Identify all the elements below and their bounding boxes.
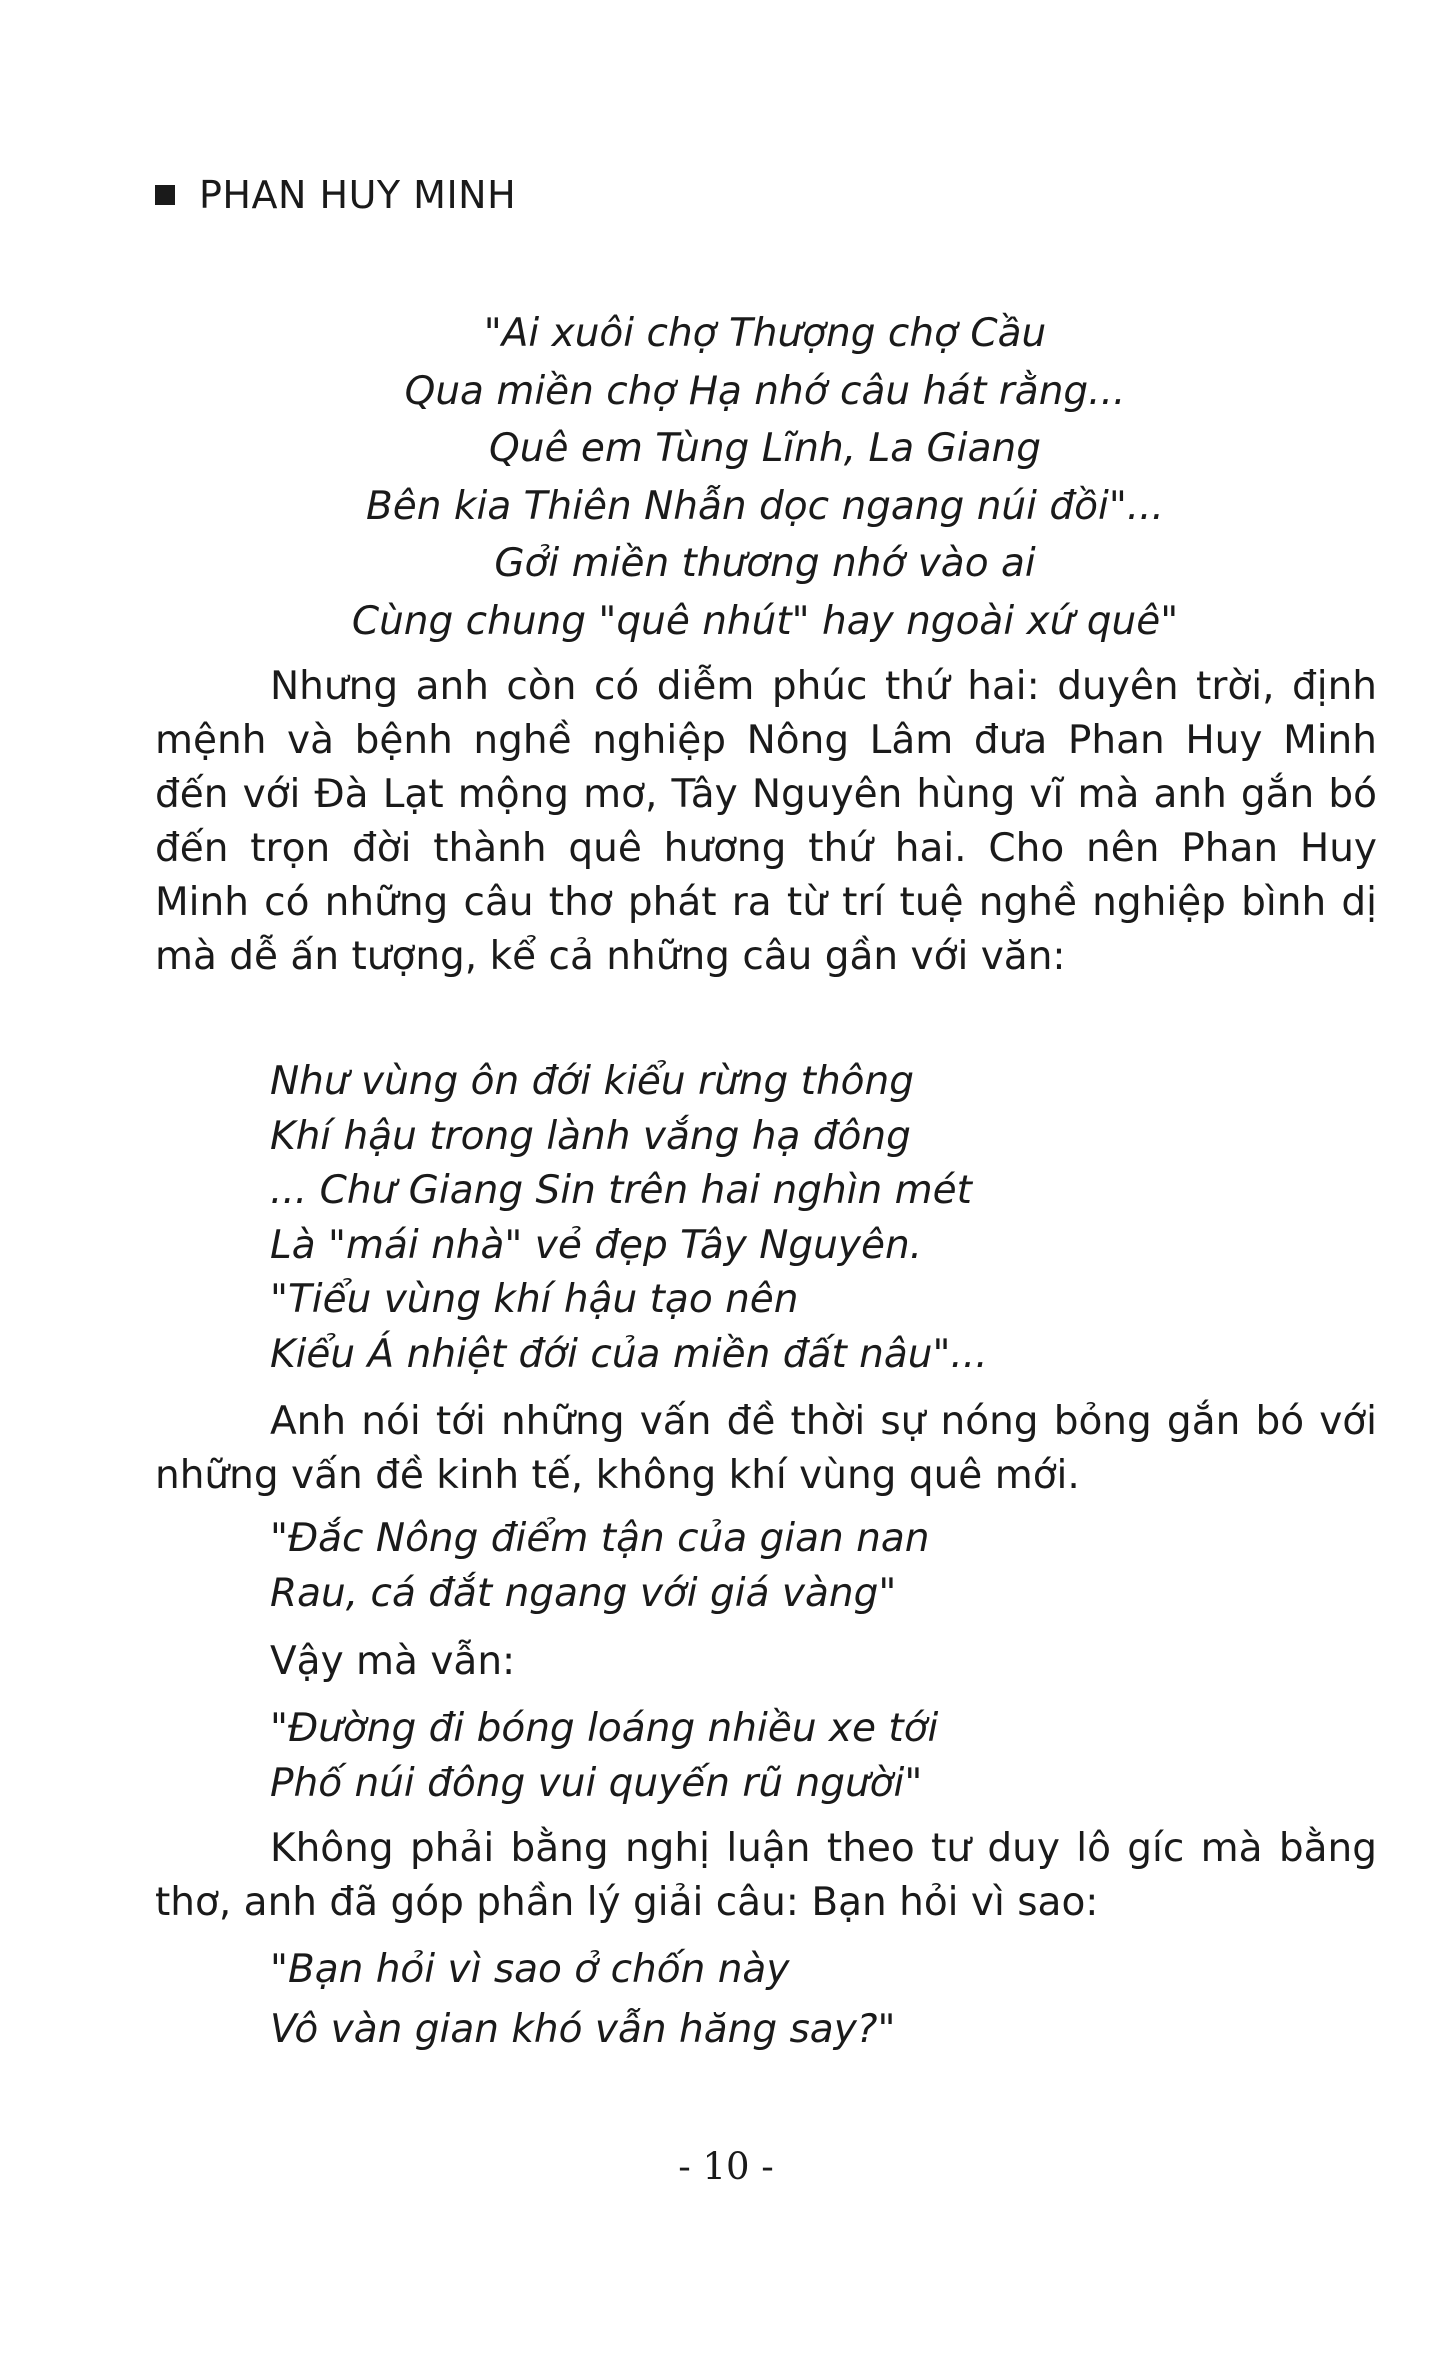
poem-line: Như vùng ôn đới kiểu rừng thông [270,1059,914,1104]
paragraph-2: Anh nói tới những vấn đề thời sự nóng bỏng gắn bó với những vấn đề kinh tế, không khí vùng quê mới. [155,1399,1377,1498]
poem-line: "Đắc Nông điểm tận của gian nan [270,1516,930,1561]
poem-stanza-1 [155,305,1375,650]
poem-line: Kiểu Á nhiệt đới của miền đất nâu"... [270,1331,988,1377]
poem-line: "Tiểu vùng khí hậu tạo nên [270,1277,799,1322]
page-header [155,170,516,220]
poem-line: Qua miền chợ Hạ nhớ câu hát rằng... [404,368,1126,414]
poem-line: ... Chư Giang Sin trên hai nghìn mét [270,1168,972,1213]
square-bullet-icon [155,185,175,205]
poem-stanza-4 [270,1702,938,1811]
poem-line: Bên kia Thiên Nhẫn dọc ngang núi đồi"... [366,483,1164,529]
poem-stanza-3 [270,1512,929,1621]
poem-stanza-5 [270,1940,895,2060]
poem-stanza-2 [270,1055,988,1382]
paragraph-1: Nhưng anh còn có diễm phúc thứ hai: duyên trời, định mệnh và bệnh nghề nghiệp Nông Lâm đưa Phan Huy Minh đến với Đà Lạt mộng mơ, Tây Nguyên hùng vĩ mà anh gắn bó đến trọn đời thành quê hương thứ hai. Cho nên Phan Huy Minh có những câu thơ phát ra từ trí tuệ nghề nghiệp bình dị mà dễ ấn tượng, kể cả những câu gần với văn: [155,664,1377,979]
poem-line: Rau, cá đắt ngang với giá vàng" [270,1570,897,1616]
poem-line: "Bạn hỏi vì sao ở chốn này [270,1947,790,1992]
poem-line: "Đường đi bóng loáng nhiều xe tới [270,1706,939,1751]
poem-line: Phố núi đông vui quyến rũ người" [270,1760,923,1806]
poem-line: Khí hậu trong lành vắng hạ đông [270,1113,911,1159]
poem-line: Gởi miền thương nhớ vào ai [494,541,1036,586]
page-number: - 10 - [678,2145,774,2188]
poem-line: Là "mái nhà" vẻ đẹp Tây Nguyên. [270,1222,923,1268]
header-title: PHAN HUY MINH [199,173,517,217]
paragraph-3: Vậy mà vẫn: [270,1639,516,1684]
poem-line: Quê em Tùng Lĩnh, La Giang [489,426,1041,471]
paragraph-4: Không phải bằng nghị luận theo tư duy lô gíc mà bằng thơ, anh đã góp phần lý giải câu: Bạn hỏi vì sao: [155,1826,1377,1925]
poem-line: Vô vàn gian khó vẫn hăng say?" [270,2007,896,2052]
poem-line: Cùng chung "quê nhút" hay ngoài xứ quê" [351,598,1179,644]
poem-line: "Ai xuôi chợ Thượng chợ Cầu [483,311,1047,356]
